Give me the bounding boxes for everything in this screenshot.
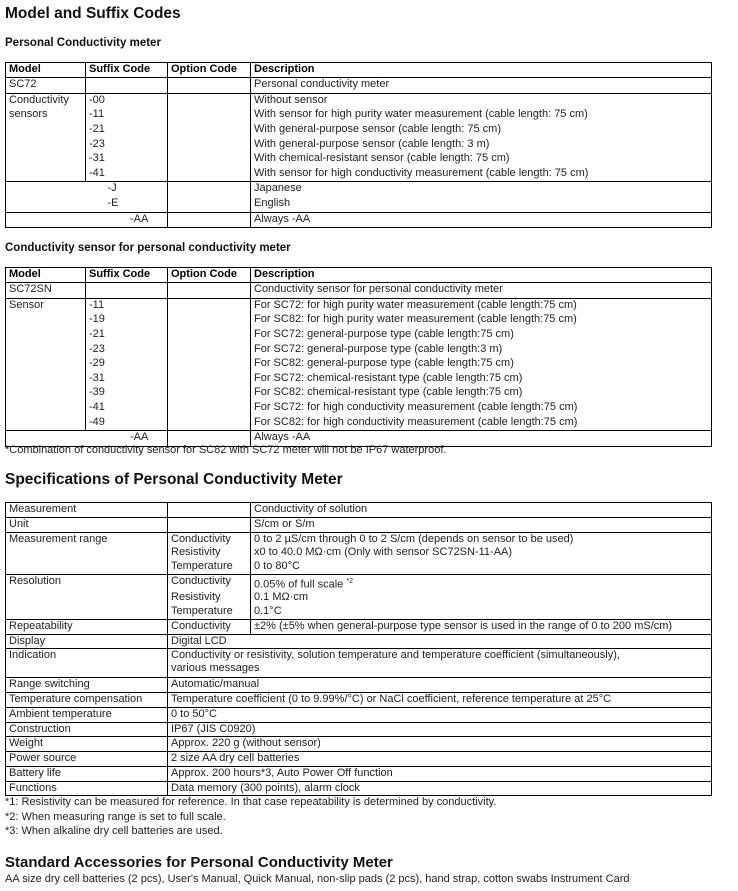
accessories-text: AA size dry cell batteries (2 pcs), User's Manual, Quick Manual, non-slip pads (2 pcs), hand strap, cotton swabs Instrument Card [5,873,630,885]
table-row [6,737,712,752]
description-cell: For SC82: for high purity water measurement (cable length:75 cm) [251,313,712,328]
spec-value: Digital LCD [168,634,712,649]
table-row [6,634,712,649]
spec-label: Indication [6,649,168,678]
spec-value-line: various messages [171,662,260,675]
description-cell: For SC72: for high conductivity measurement (cable length:75 cm) [251,401,712,416]
spec-value: 2 size AA dry cell batteries [168,752,712,767]
description-cell: With sensor for high purity water measurement (cable length: 75 cm) [251,108,712,123]
footnote: *3: When alkaline dry cell batteries are used. [5,825,223,838]
header-option: Option Code [168,268,251,283]
spec-value: x0 to 40.0 MΩ·cm (Only with sensor SC72SN-11-AA) [251,546,712,560]
header-suffix: Suffix Code [86,63,168,78]
suffix-cell: -AA [6,212,168,228]
suffix-cell: -E [86,197,168,212]
model-suffix-table-sensor [5,267,712,447]
table-row [6,138,712,153]
table-row [6,781,712,796]
table-row [6,401,712,416]
table-row [6,343,712,358]
spec-value: Conductivity of solution [251,503,712,518]
table-row [6,298,712,313]
spec-value: IP67 (JIS C0920) [168,722,712,737]
description-cell: Japanese [251,182,712,197]
header-suffix: Suffix Code [86,268,168,283]
table-row [6,766,712,781]
table-header-row [6,268,712,283]
table-row [6,212,712,228]
spec-value: Data memory (300 points), alarm clock [168,781,712,796]
spec-param: Resistivity [168,591,251,605]
description-cell: With general-purpose sensor (cable length: 3 m) [251,138,712,153]
table-row [6,707,712,722]
footnotes [5,795,496,839]
suffix-cell: -31 [86,372,168,387]
spec-value: 0 to 80°C [251,560,712,574]
description-cell: With sensor for high conductivity measurement (cable length: 75 cm) [251,167,712,182]
spec-value: ±2% (±5% when general-purpose type sensor is used in the range of 0 to 200 mS/cm) [251,619,712,634]
table-row [6,752,712,767]
table-row [6,357,712,372]
spec-label: Battery life [6,766,168,781]
footnote: *1: Resistivity can be measured for reference. In that case repeatability is determined by conductivity. [5,796,497,808]
spec-value: Automatic/manual [168,678,712,693]
description-cell: Personal conductivity meter [251,78,712,94]
suffix-cell: -41 [86,167,168,182]
table-row [6,416,712,431]
spec-label: Measurement range [6,532,168,574]
table-row [6,386,712,401]
spec-value: Temperature coefficient (0 to 9.99%/°C) or NaCl coefficient, reference temperature at 25°C [168,693,712,708]
table-row [6,283,712,299]
table-row [6,182,712,197]
suffix-cell: -00 [86,93,168,108]
subtitle-personal-meter: Personal Conductivity meter [5,37,161,49]
header-model: Model [6,63,86,78]
spec-value-line: Conductivity or resistivity, solution temperature and temperature coefficient (simultaneously), [171,649,620,662]
spec-param: Conductivity [168,619,251,634]
table-row [6,167,712,182]
description-cell: For SC82: chemical-resistant type (cable length:75 cm) [251,386,712,401]
model-cell: SC72 [6,78,86,94]
group-label: Conductivity [6,93,86,108]
section-title-accessories: Standard Accessories for Personal Conductivity Meter [5,854,393,871]
table-header-row [6,63,712,78]
specifications-table [5,502,712,796]
spec-label: Power source [6,752,168,767]
table-row [6,123,712,138]
description-cell: Always -AA [251,212,712,228]
sensor-note: *Combination of conductivity sensor for SC82 with SC72 meter will not be IP67 waterproof. [5,444,447,456]
spec-label: Repeatability [6,619,168,634]
spec-param: Conductivity [168,574,251,591]
table-row [6,93,712,108]
table-row [6,78,712,94]
suffix-cell: -49 [86,416,168,431]
spec-param: Temperature [168,605,251,619]
description-cell: For SC82: for high conductivity measurement (cable length:75 cm) [251,416,712,431]
description-cell: Always -AA [251,431,712,447]
model-cell: SC72SN [6,283,86,299]
spec-label: Temperature compensation [6,693,168,708]
table-row [6,372,712,387]
spec-label: Display [6,634,168,649]
spec-param: Conductivity [168,532,251,546]
table-row [6,503,712,518]
table-row [6,532,712,546]
suffix-cell: -23 [86,343,168,358]
suffix-cell: -31 [86,152,168,167]
table-row [6,197,712,212]
spec-label: Weight [6,737,168,752]
spec-label: Measurement [6,503,168,518]
suffix-cell: -11 [86,108,168,123]
table-row [6,108,712,123]
suffix-cell: -41 [86,401,168,416]
footnote-ref: *2 [346,577,353,585]
description-cell: English [251,197,712,212]
spec-value: 0 to 50°C [168,707,712,722]
description-cell: For SC72: general-purpose type (cable length:75 cm) [251,328,712,343]
description-cell: For SC72: for high purity water measurement (cable length:75 cm) [251,298,712,313]
table-row [6,328,712,343]
spec-label: Ambient temperature [6,707,168,722]
spec-value [251,574,712,591]
spec-label: Construction [6,722,168,737]
spec-label: Range switching [6,678,168,693]
spec-label: Functions [6,781,168,796]
suffix-cell: -19 [86,313,168,328]
description-cell: For SC72: chemical-resistant type (cable length:75 cm) [251,372,712,387]
suffix-cell: -21 [86,328,168,343]
spec-value [168,649,712,678]
suffix-cell: -29 [86,357,168,372]
suffix-cell: -39 [86,386,168,401]
spec-param: Temperature [168,560,251,574]
header-option: Option Code [168,63,251,78]
suffix-cell: -J [86,182,168,197]
group-label: sensors [6,108,86,123]
group-label: Sensor [6,298,86,313]
description-cell: For SC82: general-purpose type (cable length:75 cm) [251,357,712,372]
section-title-specifications: Specifications of Personal Conductivity Meter [5,471,343,488]
table-row [6,649,712,678]
table-row [6,313,712,328]
suffix-cell: -23 [86,138,168,153]
spec-param: Resistivity [168,546,251,560]
spec-label: Resolution [6,574,168,619]
footnote: *2: When measuring range is set to full scale. [5,810,226,823]
table-row [6,678,712,693]
spec-value: S/cm or S/m [251,517,712,532]
description-cell: Without sensor [251,93,712,108]
header-description: Description [251,63,712,78]
spec-value: 0.1 MΩ·cm [251,591,712,605]
header-description: Description [251,268,712,283]
section-title-model-codes: Model and Suffix Codes [5,5,181,22]
table-row [6,574,712,591]
spec-value: 0.1°C [251,605,712,619]
table-row [6,722,712,737]
table-row [6,152,712,167]
table-row [6,619,712,634]
header-model: Model [6,268,86,283]
subtitle-sensor: Conductivity sensor for personal conductivity meter [5,242,291,254]
model-suffix-table-meter [5,62,712,228]
spec-value: Approx. 220 g (without sensor) [168,737,712,752]
spec-label: Unit [6,517,168,532]
spec-value-text: 0.05% of full scale [254,578,344,591]
table-row [6,517,712,532]
table-row [6,693,712,708]
description-cell: Conductivity sensor for personal conductivity meter [251,283,712,299]
description-cell: For SC72: general-purpose type (cable length:3 m) [251,343,712,358]
suffix-cell: -AA [6,431,168,447]
description-cell: With general-purpose sensor (cable length: 75 cm) [251,123,712,138]
suffix-cell: -11 [86,298,168,313]
spec-value: 0 to 2 µS/cm through 0 to 2 S/cm (depends on sensor to be used) [251,532,712,546]
spec-value: Approx. 200 hours*3, Auto Power Off function [168,766,712,781]
suffix-cell: -21 [86,123,168,138]
description-cell: With chemical-resistant sensor (cable length: 75 cm) [251,152,712,167]
